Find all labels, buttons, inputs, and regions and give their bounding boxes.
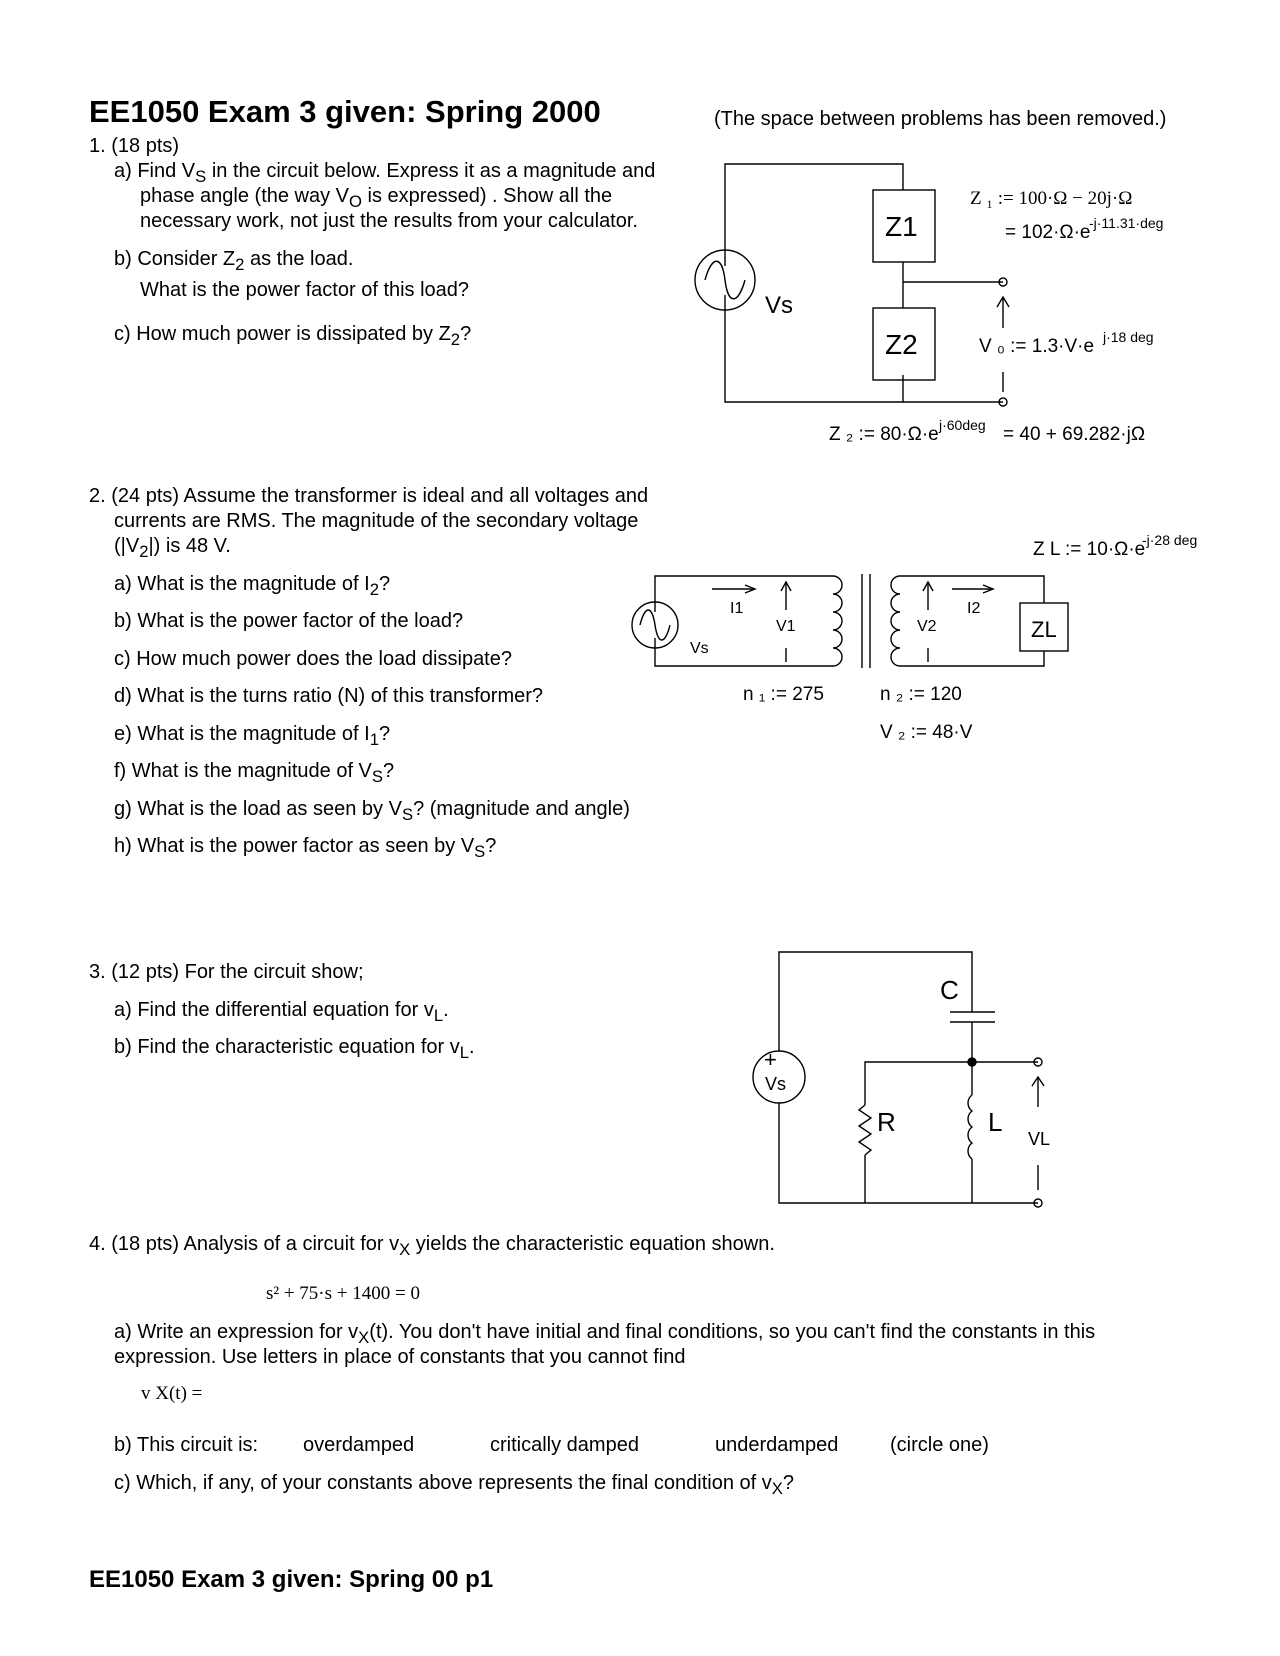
zl-label: ZL [1031,617,1057,642]
p3-part-a: a) Find the differential equation for $v_L$. [114,999,449,1025]
p2-part-g: g) What is the load as seen by $V_S$? (magnitude and angle) [114,798,630,824]
resistor-label: R [877,1107,896,1137]
page-footer: EE1050 Exam 3 given: Spring 00 p1 [89,1566,494,1593]
v2-label: V2 [917,618,937,635]
p2-line3: $(|V_2|)$ is 48 V. [114,535,231,561]
characteristic-equation: s² + 75·s + 1400 = 0 [266,1283,420,1304]
n2-value: n ₂ := 120 [880,684,962,705]
p2-line2: currents are RMS. The magnitude of the secondary voltage [114,510,639,532]
resistor-zigzag [859,1105,871,1155]
inductor-label: L [988,1107,1003,1137]
v2-value: V ₂ := 48·V [880,722,973,743]
p4-part-b-label: b) This circuit is: [114,1434,259,1456]
p1-part-a-line3: necessary work, not just the results from your calculator. [140,210,638,232]
vl-label: VL [1028,1129,1051,1149]
p3-wire-node-row [865,1062,1038,1105]
z1-label: Z1 [885,211,918,242]
zl-exponent: -j·28 deg [1142,532,1198,548]
z2-label: Z2 [885,329,918,360]
p2-line1: 2. (24 pts) Assume the transformer is ideal and all voltages and [89,485,649,507]
z1-polar-exponent: -j·11.31·deg [1089,215,1164,231]
p2-part-c: c) How much power does the load dissipate? [114,648,512,670]
option-critically-damped[interactable]: critically damped [490,1434,639,1456]
i1-label: I1 [730,600,744,617]
p2-vs-label: Vs [690,640,709,657]
p1-part-c: c) How much power is dissipated by $Z_2$? [114,323,472,349]
p2-part-b: b) What is the power factor of the load? [114,610,464,632]
page-title: EE1050 Exam 3 given: Spring 2000 [89,94,601,129]
p2-part-d: d) What is the turns ratio (N) of this transformer? [114,685,544,707]
option-underdamped[interactable]: underdamped [715,1434,839,1456]
z2-equation: Z ₂ := 80·Ω·e [829,424,939,445]
vo-equation: V ₀ := 1.3·V·e [979,336,1095,357]
z1-equation: Z ₁ := 100·Ω − 20j·Ω [970,188,1133,209]
p1-part-a-line2: phase angle (the way $V_O$ is expressed) . Show all the [140,185,613,211]
p2-part-a: a) What is the magnitude of $I_2$? [114,573,391,599]
zl-equation: Z L := 10·Ω·e [1033,539,1146,560]
circle-one-note: (circle one) [890,1434,989,1456]
n1-value: n ₁ := 275 [743,684,824,705]
p1-part-a-line1: a) Find $V_S$ in the circuit below. Express it as a magnitude and [114,160,656,186]
p2-part-h: h) What is the power factor as seen by $V_S$? [114,835,497,861]
p1-vs-label: Vs [765,292,794,319]
z2-exponent: j·60deg [939,417,986,433]
i2-label: I2 [967,600,981,617]
p4-heading: 4. (18 pts) Analysis of a circuit for $v_X$ yields the characteristic equation shown. [89,1233,775,1259]
p3-part-b: b) Find the characteristic equation for $v_L$. [114,1036,475,1062]
p3-heading: 3. (12 pts) For the circuit show; [89,961,364,983]
p4-part-a-line2: expression. Use letters in place of constants that you cannot find [114,1346,686,1368]
vo-exponent: j·18 deg [1103,329,1154,345]
vx-expression-label: v X(t) = [141,1383,203,1404]
p1-heading: 1. (18 pts) [89,135,180,157]
p3-source-label: Vs [765,1074,787,1094]
p4-part-c: c) Which, if any, of your constants above represents the final condition of $v_X$? [114,1472,794,1498]
p1-part-b-line2: What is the power factor of this load? [140,279,470,301]
option-overdamped[interactable]: overdamped [303,1434,415,1456]
p2-part-f: f) What is the magnitude of $V_S$? [114,760,395,786]
v1-label: V1 [776,618,796,635]
inductor-coil [968,1095,972,1159]
z2-rectangular: = 40 + 69.282·jΩ [1003,424,1146,445]
p1-part-b-line1: b) Consider $Z_2$ as the load. [114,248,354,274]
p3-source-plus: + [764,1047,777,1072]
z1-polar: = 102·Ω·e [1005,222,1091,243]
p4-part-a-line1: a) Write an expression for $v_X(t)$. You don't have initial and final conditions, so you can't find the constants in this [114,1321,1096,1347]
p2-part-e: e) What is the magnitude of $I_1$? [114,723,391,749]
header-note: (The space between problems has been removed.) [714,108,1167,130]
capacitor-label: C [940,975,959,1005]
